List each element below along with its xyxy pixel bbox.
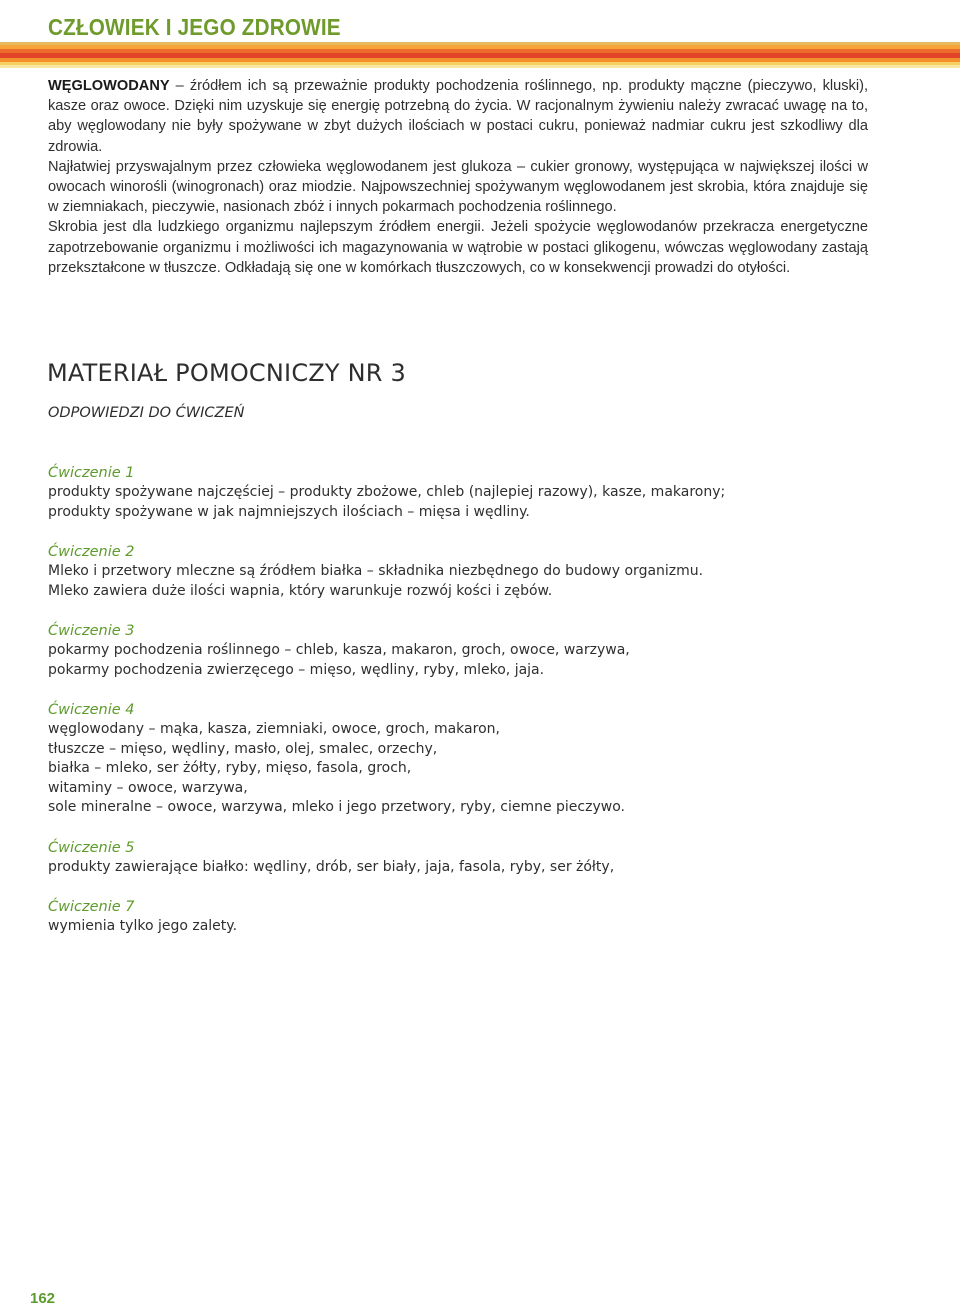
exercise-answer-line: produkty spożywane w jak najmniejszych ilościach – mięsa i wędliny.: [48, 503, 530, 520]
exercise-answer-line: witaminy – owoce, warzywa,: [48, 779, 248, 796]
intro-paragraph-3: Skrobia jest dla ludzkiego organizmu najlepszym źródłem energii. Jeżeli spożycie węglowodanów przekracza energetyczne zapotrzebowanie organizmu i możliwości ich magazynowania w wątrobie w postaci glikogenu, wówczas węglowodany zastają przekształcone w tłuszcze. Odkładają się one w komórkach tłuszczowych, co w konsekwencji prowadzi do otyłości.: [48, 219, 868, 276]
intro-term: WĘGLOWODANY: [48, 78, 170, 94]
header-stripes: [0, 42, 960, 68]
intro-paragraph-1-text: – źródłem ich są przeważnie produkty pochodzenia roślinnego, np. produkty mączne (pieczywo, kluski), kasze oraz owoce. Dzięki nim uzyskuje się energię potrzebną do życia. W racjonalnym żywieniu należy zwracać uwagę na to, aby węglowodany nie były spożywane w zbyt dużych ilościach w postaci cukru, ponieważ nadmiar cukru jest szkodliwy dla zdrowia.: [48, 78, 868, 155]
stripe: [0, 65, 960, 68]
exercise-answer-line: węglowodany – mąka, kasza, ziemniaki, owoce, groch, makaron,: [48, 721, 500, 737]
exercise-answer-line: produkty spożywane najczęściej – produkty zbożowe, chleb (najlepiej razowy), kasze, makarony;: [48, 484, 726, 500]
exercise-title: Ćwiczenie 3: [48, 623, 135, 639]
exercise-block: [48, 542, 888, 601]
exercise-title: Ćwiczenie 7: [48, 899, 135, 915]
exercise-answer-line: Mleko zawiera duże ilości wapnia, który warunkuje rozwój kości i zębów.: [48, 582, 553, 599]
exercise-title: Ćwiczenie 4: [48, 702, 135, 718]
exercise-title: Ćwiczenie 1: [48, 465, 135, 481]
exercise-title: Ćwiczenie 2: [48, 544, 135, 560]
section-subtitle: ODPOWIEDZI DO ĆWICZEŃ: [48, 405, 245, 421]
page-number: 162: [30, 1290, 56, 1307]
exercise-answer-line: pokarmy pochodzenia zwierzęcego – mięso, wędliny, ryby, mleko, jaja.: [48, 661, 545, 678]
exercise-block: [48, 463, 888, 522]
exercise-block: [48, 700, 888, 818]
exercise-answer-line: produkty zawierające białko: wędliny, drób, ser biały, jaja, fasola, ryby, ser żółty,: [48, 858, 615, 875]
exercise-answer-line: sole mineralne – owoce, warzywa, mleko i jego przetwory, ryby, ciemne pieczywo.: [48, 799, 625, 815]
exercise-answer-line: tłuszcze – mięso, wędliny, masło, olej, smalec, orzechy,: [48, 740, 438, 757]
exercise-list: [48, 463, 888, 957]
section-title: MATERIAŁ POMOCNICZY NR 3: [47, 359, 406, 387]
exercise-block: [48, 621, 888, 680]
intro-text: [48, 76, 868, 278]
exercise-answer-line: pokarmy pochodzenia roślinnego – chleb, kasza, makaron, groch, owoce, warzywa,: [48, 642, 630, 658]
chapter-title: CZŁOWIEK I JEGO ZDROWIE: [48, 14, 341, 40]
intro-paragraph-2: Najłatwiej przyswajalnym przez człowieka węglowodanem jest glukoza – cukier gronowy, występująca w największej ilości w owocach winorośli (winogronach) oraz miodzie. Najpowszechniej spożywanym węglowodanem jest skrobia, która znajduje się w ziemniakach, pieczywie, nasionach zbóż i innych pokarmach pochodzenia roślinnego.: [48, 158, 868, 216]
exercise-answer-line: białka – mleko, ser żółty, ryby, mięso, fasola, groch,: [48, 760, 412, 776]
intro-paragraph-1: [48, 76, 868, 157]
exercise-answer-line: Mleko i przetwory mleczne są źródłem białka – składnika niezbędnego do budowy organizmu.: [48, 563, 704, 579]
exercise-answer-line: wymienia tylko jego zalety.: [48, 918, 238, 934]
exercise-block: [48, 897, 888, 937]
exercise-title: Ćwiczenie 5: [48, 839, 135, 856]
exercise-block: [48, 838, 888, 878]
